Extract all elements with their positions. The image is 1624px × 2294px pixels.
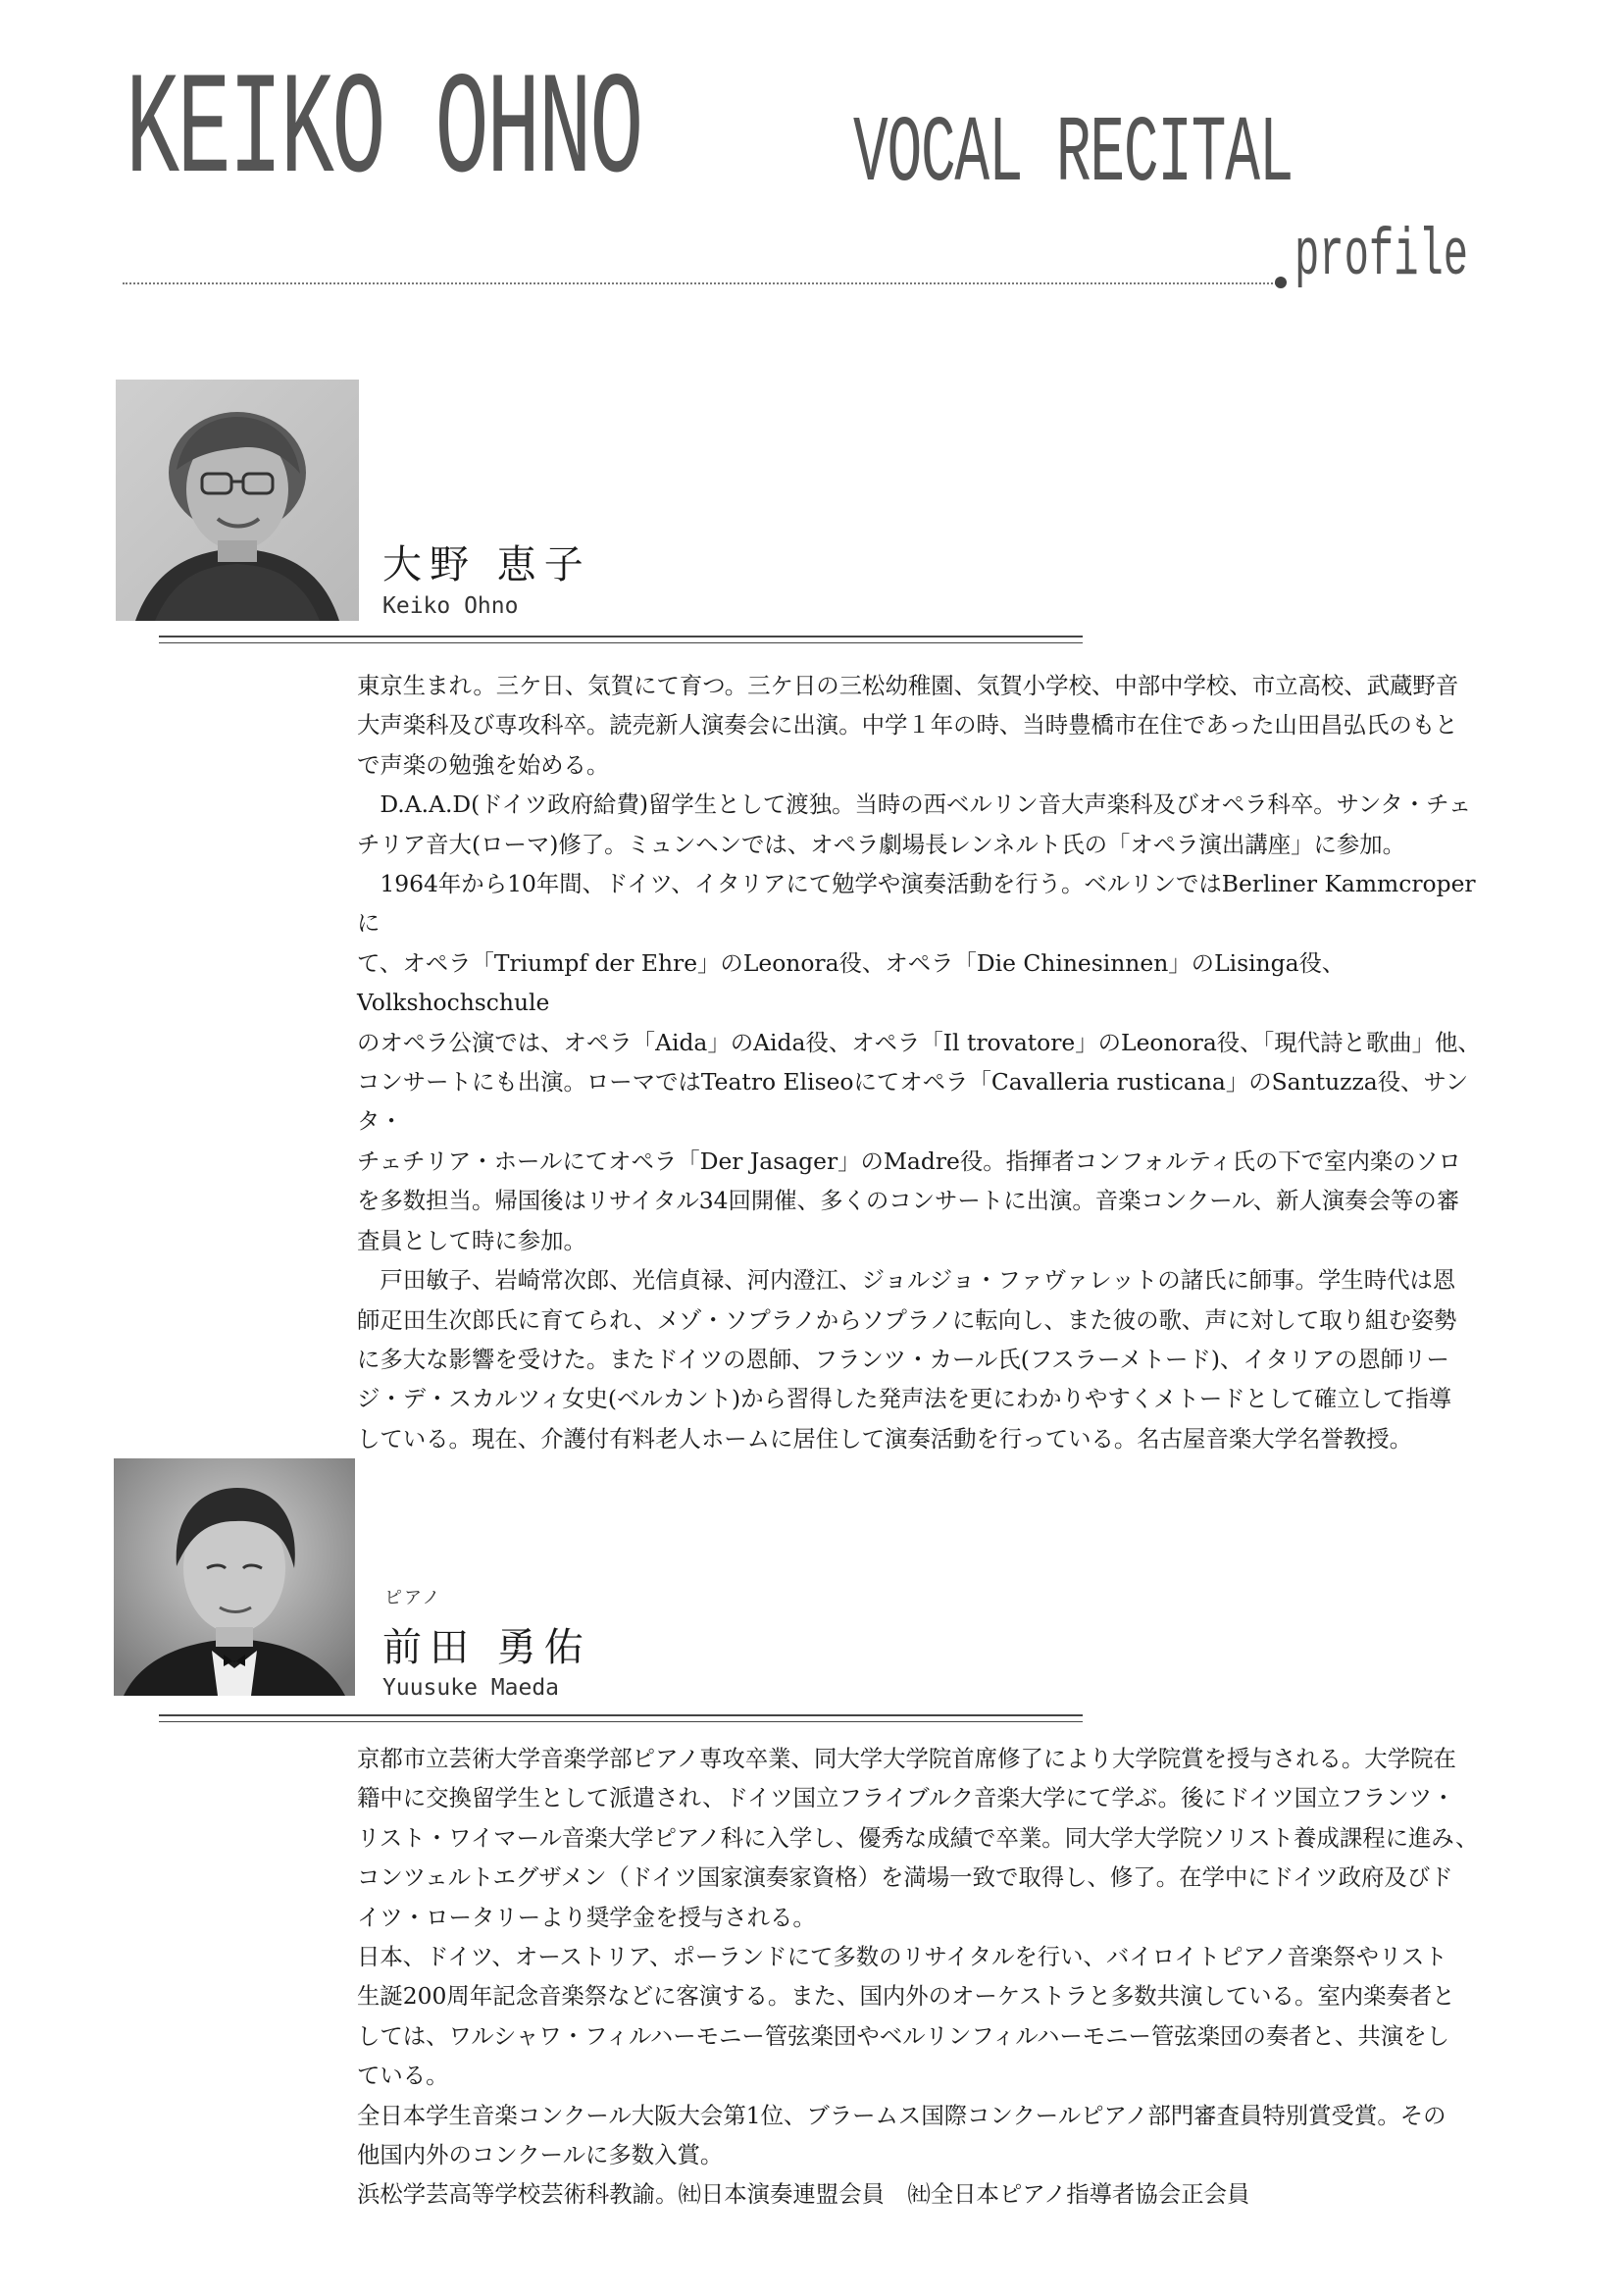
profile-name-en: Keiko Ohno	[382, 593, 519, 619]
bio-paragraph: D.A.A.D(ドイツ政府給費)留学生として渡独。当時の西ベルリン音大声楽科及びオペラ科卒。サンタ・チェ チリア音大(ローマ)修了。ミュンヘンでは、オペラ劇場長レンネルト氏の「オペラ演出講座」に参加。	[357, 790, 1472, 858]
profile-name-jp: 前田 勇佑	[382, 1625, 591, 1670]
bio-paragraph: 京都市立芸術大学音楽学部ピアノ専攻卒業、同大学大学院首席修了により大学院賞を授与される。大学院在 籍中に交換留学生として派遣され、ドイツ国立フライブルク音楽大学にて学ぶ。後にドイツ国立フランツ・ リスト・ワイマール音楽大学ピアノ科に入学し、優秀な成績で卒業。同大学大学院ソリスト養成課程に進み、 コンツェルトエグザメン（ドイツ国家演奏家資格）を満場一致で取得し、修了。在学中にドイツ政府及びド イツ・ロータリーより奨学金を授与される。	[357, 1745, 1479, 1931]
profile-separator	[159, 1714, 1083, 1722]
profile-biography	[357, 666, 1495, 1458]
bio-paragraph: 全日本学生音楽コンクール大阪大会第1位、ブラームス国際コンクールピアノ部門審査員特別賞受賞。その 他国内外のコンクールに多数入賞。	[357, 2101, 1446, 2169]
header-bullet-dot	[1275, 277, 1287, 288]
profile-separator	[159, 636, 1083, 643]
bio-paragraph: 日本、ドイツ、オーストリア、ポーランドにて多数のリサイタルを行い、バイロイトピアノ音楽祭やリスト 生誕200周年記念音楽祭などに客演する。また、国内外のオーケストラと多数共演している。室内楽奏者と しては、ワルシャワ・フィルハーモニー管弦楽団やベルリンフィルハーモニー管弦楽団の奏者と、共演をし ている。	[357, 1943, 1455, 2090]
bio-paragraph: 1964年から10年間、ドイツ、イタリアにて勉学や演奏活動を行う。ベルリンではBerliner Kammcroperに て、オペラ「Triumpf der Ehre」のLeonora役、オペラ「Die Chinesinnen」のLisinga役、Volkshochschule のオペラ公演では、オペラ「Aida」のAida役、オペラ「Il trovatore」のLeonora役、「現代詩と歌曲」他、 コンサートにも出演。ローマではTeatro Eliseoにてオペラ「Cavalleria rusticana」のSantuzza役、サンタ・ チェチリア・ホールにてオペラ「Der Jasager」のMadre役。指揮者コンフォルティ氏の下で室内楽のソロ を多数担当。帰国後はリサイタル34回開催、多くのコンサートに出演。音楽コンクール、新人演奏会等の審 査員として時に参加。	[357, 870, 1481, 1254]
profile-role-ruby: ピアノ	[384, 1588, 442, 1608]
bio-paragraph: 戸田敏子、岩崎常次郎、光信貞禄、河内澄江、ジョルジョ・ファヴァレットの諸氏に師事。学生時代は恩 師疋田生次郎氏に育てられ、メゾ・ソプラノからソプラノに転向し、また彼の歌、声に対して取り組む姿勢 に多大な影響を受けた。またドイツの恩師、フランツ・カール氏(フスラーメトード)、イタリアの恩師リー ジ・デ・スカルツィ女史(ベルカント)から習得した発声法を更にわかりやすくメトードとして確立して指導 している。現在、介護付有料老人ホームに居住して演奏活動を行っている。名古屋音楽大学名誉教授。	[357, 1266, 1457, 1453]
recital-title: KEIKO OHNO	[126, 51, 641, 215]
portrait-photo-yuusuke-maeda	[114, 1458, 355, 1696]
profile-name-en: Yuusuke Maeda	[382, 1675, 560, 1701]
portrait-photo-keiko-ohno	[116, 380, 359, 621]
profile-label: profile	[1294, 219, 1469, 294]
profile-name-jp: 大野 恵子	[382, 542, 591, 587]
recital-subtitle: VOCAL RECITAL	[853, 101, 1294, 208]
header-dotted-rule	[123, 282, 1280, 284]
bio-paragraph: 浜松学芸高等学校芸術科教諭。㈳日本演奏連盟会員 ㈳全日本ピアノ指導者協会正会員	[357, 2180, 1250, 2209]
bio-paragraph: 東京生まれ。三ケ日、気賀にて育つ。三ケ日の三松幼稚園、気賀小学校、中部中学校、市立高校、武蔵野音 大声楽科及び専攻科卒。読売新人演奏会に出演。中学１年の時、当時豊橋市在住であった山田昌弘氏のもと で声楽の勉強を始める。	[357, 672, 1459, 779]
profile-biography	[357, 1739, 1495, 2215]
